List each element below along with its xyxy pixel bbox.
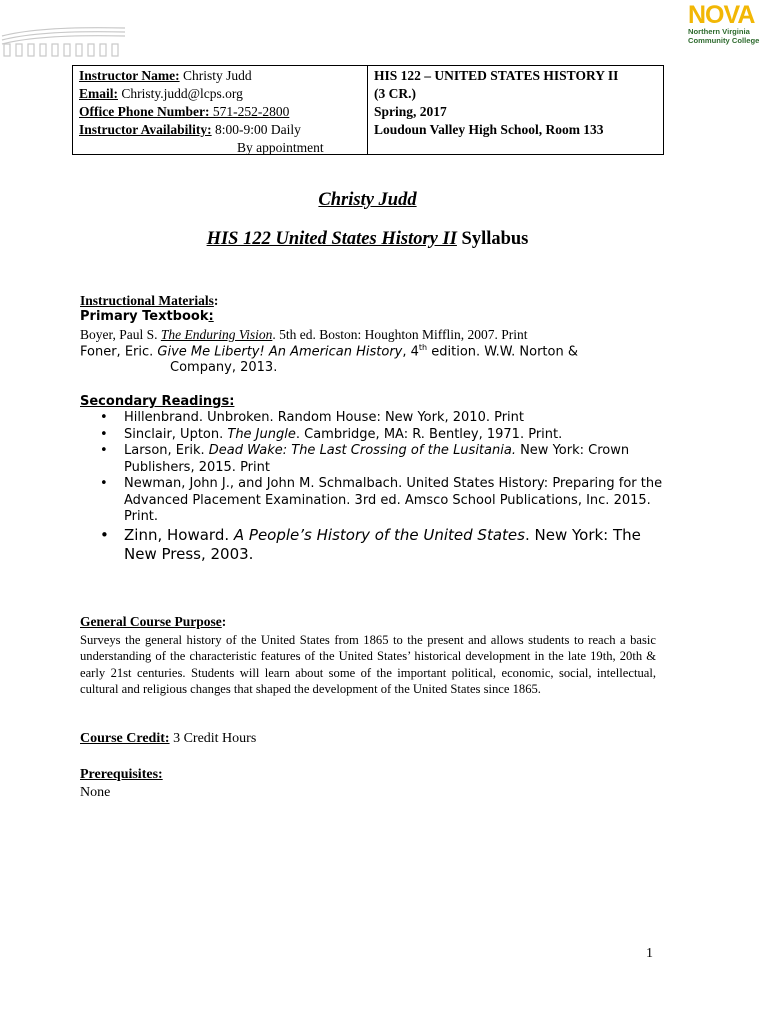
secondary-readings-list [100, 410, 670, 564]
list-item: • Newman, John J., and John M. Schmalbach. United States History: Preparing for the Advanced Placement Examination. 3rd ed. Amsco School Publications, Inc. 2015. Print. [100, 476, 663, 524]
course-credit-value: 3 Credit Hours [169, 731, 257, 746]
list-item: • Hillenbrand. Unbroken. Random House: New York, 2010. Print [100, 410, 525, 425]
list-item: • Sinclair, Upton. The Jungle. Cambridge, MA: R. Bentley, 1971. Print. [100, 426, 563, 442]
course-purpose-heading: General Course Purpose: [80, 614, 227, 629]
nova-logo-line2: Community College [688, 35, 760, 45]
textbook-foner: Foner, Eric. Give Me Liberty! An American History, 4th edition. W.W. Norton & [80, 343, 578, 360]
course-credit-label: Course Credit: [80, 731, 170, 746]
availability-label: Instructor Availability: [79, 122, 212, 137]
email-row [79, 85, 361, 103]
course-code-title: HIS 122 – UNITED STATES HISTORY II [374, 68, 619, 83]
course-credit [80, 731, 256, 747]
page-number: 1 [646, 946, 653, 961]
list-item: • Zinn, Howard. A People’s History of the United States. New York: The New Press, 2003. [100, 525, 641, 563]
bullet-icon: • [100, 426, 108, 442]
availability-appointment: By appointment [237, 140, 324, 155]
list-item: • Larson, Erik. Dead Wake: The Last Crossing of the Lusitania. New York: Crown Publishers, 2015. Print [100, 443, 630, 475]
instructor-name-label: Instructor Name: [79, 68, 180, 83]
nova-logo-wordmark: NOVA [688, 1, 755, 29]
bullet-icon: • [100, 476, 108, 491]
textbook-foner-line2: Company, 2013. [170, 360, 278, 375]
phone-row [79, 103, 361, 121]
email-value: Christy.judd@lcps.org [118, 86, 243, 101]
prerequisites-label: Prerequisites: [80, 767, 163, 782]
instructor-title: Christy Judd [318, 190, 417, 210]
instructor-info-cell [73, 66, 368, 154]
instructor-name-row [79, 67, 361, 85]
primary-textbook-heading: Primary Textbook: [80, 309, 214, 324]
availability-row [79, 121, 361, 139]
secondary-readings-heading: Secondary Readings: [80, 394, 235, 409]
course-info-cell [368, 66, 663, 154]
course-info-table [72, 65, 664, 155]
email-label: Email: [79, 86, 118, 101]
instructional-materials-heading: Instructional Materials: [80, 293, 219, 308]
nova-logo-line1: Northern Virginia [688, 27, 750, 36]
syllabus-title [0, 229, 735, 250]
syllabus-title-rest: Syllabus [456, 229, 529, 249]
prerequisites-value: None [80, 785, 111, 800]
bullet-icon: • [100, 525, 109, 544]
course-term: Spring, 2017 [374, 104, 447, 119]
bullet-icon: • [100, 443, 108, 458]
syllabus-title-course: HIS 122 United States History II [206, 229, 457, 249]
course-purpose-text: Surveys the general history of the United States from 1865 to the present and allows students to reach a basic understanding of the characteristic features of the United States’ historical development in the late 19th, 20th & early 21st centuries. Students will learn about some of the important political, economic, social, intellectual, cultural and religious changes that shaped the development of the United States since 1865. [80, 633, 656, 697]
availability-value: 8:00-9:00 Daily [211, 122, 301, 137]
phone-label: Office Phone Number: [79, 104, 210, 119]
bullet-icon: • [100, 410, 108, 425]
phone-value: 571-252-2800 [209, 104, 290, 119]
course-credits: (3 CR.) [374, 86, 416, 101]
college-building-logo [0, 22, 130, 58]
course-location: Loudoun Valley High School, Room 133 [374, 122, 604, 137]
instructor-name-value: Christy Judd [179, 68, 252, 83]
nova-logo [688, 2, 764, 45]
textbook-boyer: Boyer, Paul S. The Enduring Vision. 5th ed. Boston: Houghton Mifflin, 2007. Print [80, 327, 528, 342]
